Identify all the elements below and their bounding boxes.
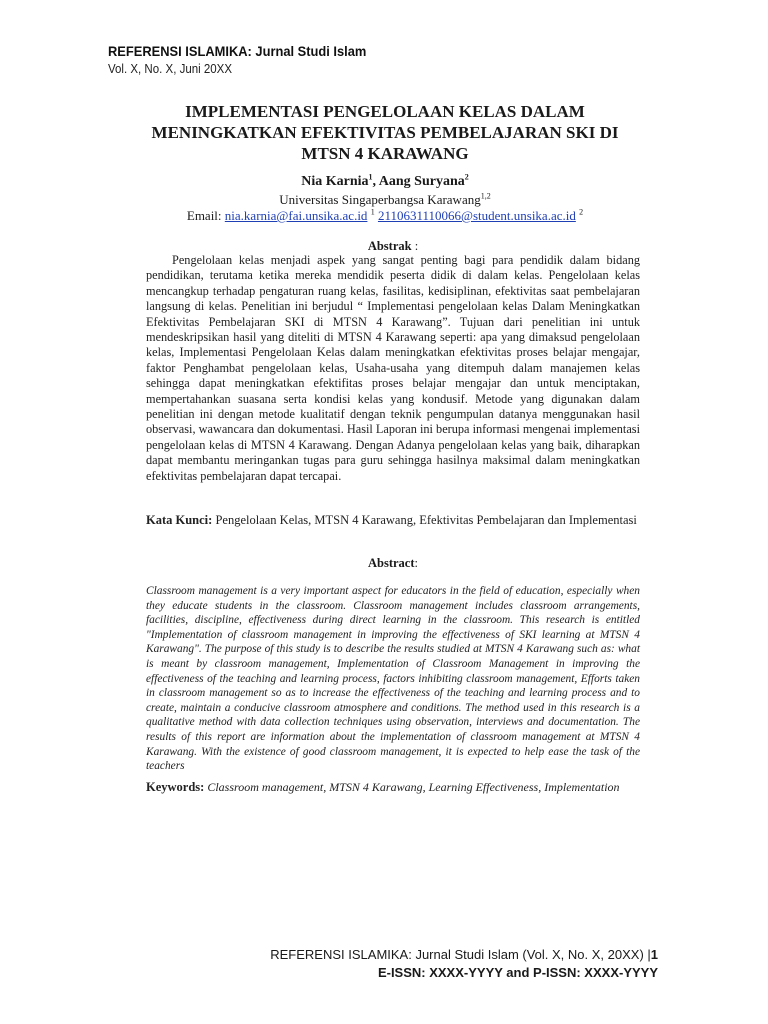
keywords-value: Classroom management, MTSN 4 Karawang, Learning Effectiveness, Implementation	[204, 780, 620, 794]
paper-title: IMPLEMENTASI PENGELOLAAN KELAS DALAM MENINGKATKAN EFEKTIVITAS PEMBELAJARAN SKI DI MTSN 4 KARAWANG	[151, 102, 619, 163]
author-1: Nia Karnia	[301, 174, 369, 189]
author-separator: ,	[372, 174, 379, 189]
page-footer	[270, 946, 658, 982]
author-1-sup: 1	[368, 172, 373, 182]
email-label: Email:	[186, 208, 225, 223]
authors	[140, 173, 630, 191]
abstract-heading-suffix: :	[414, 556, 418, 570]
page-number: 1	[650, 947, 658, 962]
footer-citation: REFERENSI ISLAMIKA: Jurnal Studi Islam (Vol. X, No. X, 20XX) |	[270, 947, 651, 962]
keywords-label: Keywords:	[146, 780, 205, 794]
kata-kunci-value: Pengelolaan Kelas, MTSN 4 Karawang, Efektivitas Pembelajaran dan Implementasi	[212, 513, 637, 527]
abstrak-heading-label: Abstrak	[367, 239, 412, 253]
abstrak-heading-suffix: :	[411, 239, 419, 253]
author-2-sup: 2	[464, 172, 469, 182]
affiliation	[140, 191, 630, 208]
abstrak-body: Pengelolaan kelas menjadi aspek yang sangat penting bagi para pendidik dalam bidang pendidikan, terutama ketika mereka mendidik peserta didik di dalam kelas. Pengelolaan kelas mencangkup terhadap pengaturan ruang kelas, fasilitas, kedisiplinan, efektivitas saat pembelajaran langsung di kelas. Penelitian ini berjudul “ Implementasi pengelolaan kelas Dalam Meningkatkan Efektivitas Pembelajaran SKI di MTSN 4 Karawang”. Tujuan dari penelitian ini untuk mendeskripsikan hasil yang diteliti di MTSN 4 Karawang seperti: apa yang dimaksud pengelolaan kelas, Implementasi Pengelolaan Kelas dalam meningkatkan efektivitas proses belajar mengajar, faktor Penghambat pengelolaan kelas, Usaha-usaha yang ditempuh dalam manajemen kelas sehingga dapat meningkatkan efektifitas proses belajar mengajar dan untuk menciptakan, mempertahankan suasana serta kondisi kelas yang kondusif. Metode yang digunakan dalam penelitian ini dengan metode kualitatif dengan teknik pengumpulan datanya menggunakan hasil observasi, wawancara dan dokumentasi. Hasil Laporan ini berupa informasi mengenai implementasi pengelolaan kelas di MTSN 4 Karawang. Dengan Adanya pengelolaan kelas yang baik, diharapkan dapat membantu meringankan tugas para guru sehingga hasilnya maksimal dalam meningkatkan efektivitas pembelajaran dapat tercapai.	[146, 253, 640, 483]
affiliation-sup: 1,2	[480, 191, 491, 201]
email-link-2[interactable]: 2110631110066@student.unsika.ac.id	[377, 208, 576, 223]
affiliation-name: Universitas Singaperbangsa Karawang	[279, 192, 481, 207]
footer-issn: E-ISSN: XXXX-YYYY and P-ISSN: XXXX-YYYY	[377, 965, 658, 980]
email-line	[140, 207, 630, 224]
kata-kunci-label: Kata Kunci:	[146, 513, 213, 527]
keywords	[146, 779, 640, 795]
email-link-1[interactable]: nia.karnia@fai.unsika.ac.id	[224, 208, 368, 223]
abstract-body: Classroom management is a very important aspect for educators in the field of education, especially when they educate students in the classroom. Classroom management includes classroom arrangements, facilities, discipline, effectiveness during direct learning in the classroom. This research is entitled "Implementation of classroom management in improving the effectiveness of SKI learning at MTSN 4 Karawang". The purpose of this study is to describe the results studied at MTSN 4 Karawang such as: what is meant by classroom management, Implementation of Classroom Management in improving the effectiveness of the teaching and learning process, factors inhibiting classroom management, Efforts taken in classroom management so as to increase the effectiveness of the teaching and learning process and to create, maintain a conducive classroom atmosphere and conditions. The method used in this research is a qualitative method with data collection techniques using observation, interviews and documentation. The results of this report are information about the implementation of classroom management at MTSN 4 Karawang. With the existence of good classroom management, it is expected to help ease the task of the teachers	[146, 585, 640, 773]
email-1-sup: 1	[370, 207, 375, 217]
author-2: Aang Suryana	[378, 174, 465, 189]
email-2-sup: 2	[579, 207, 584, 217]
kata-kunci	[146, 512, 640, 528]
journal-issue: Vol. X, No. X, Juni 20XX	[108, 62, 233, 76]
journal-name: REFERENSI ISLAMIKA: Jurnal Studi Islam	[108, 43, 367, 59]
journal-header	[108, 43, 389, 77]
abstrak-heading	[146, 238, 640, 254]
abstract-heading-label: Abstract	[368, 556, 415, 570]
abstract-heading	[146, 555, 640, 571]
footer-citation-line	[270, 946, 658, 964]
